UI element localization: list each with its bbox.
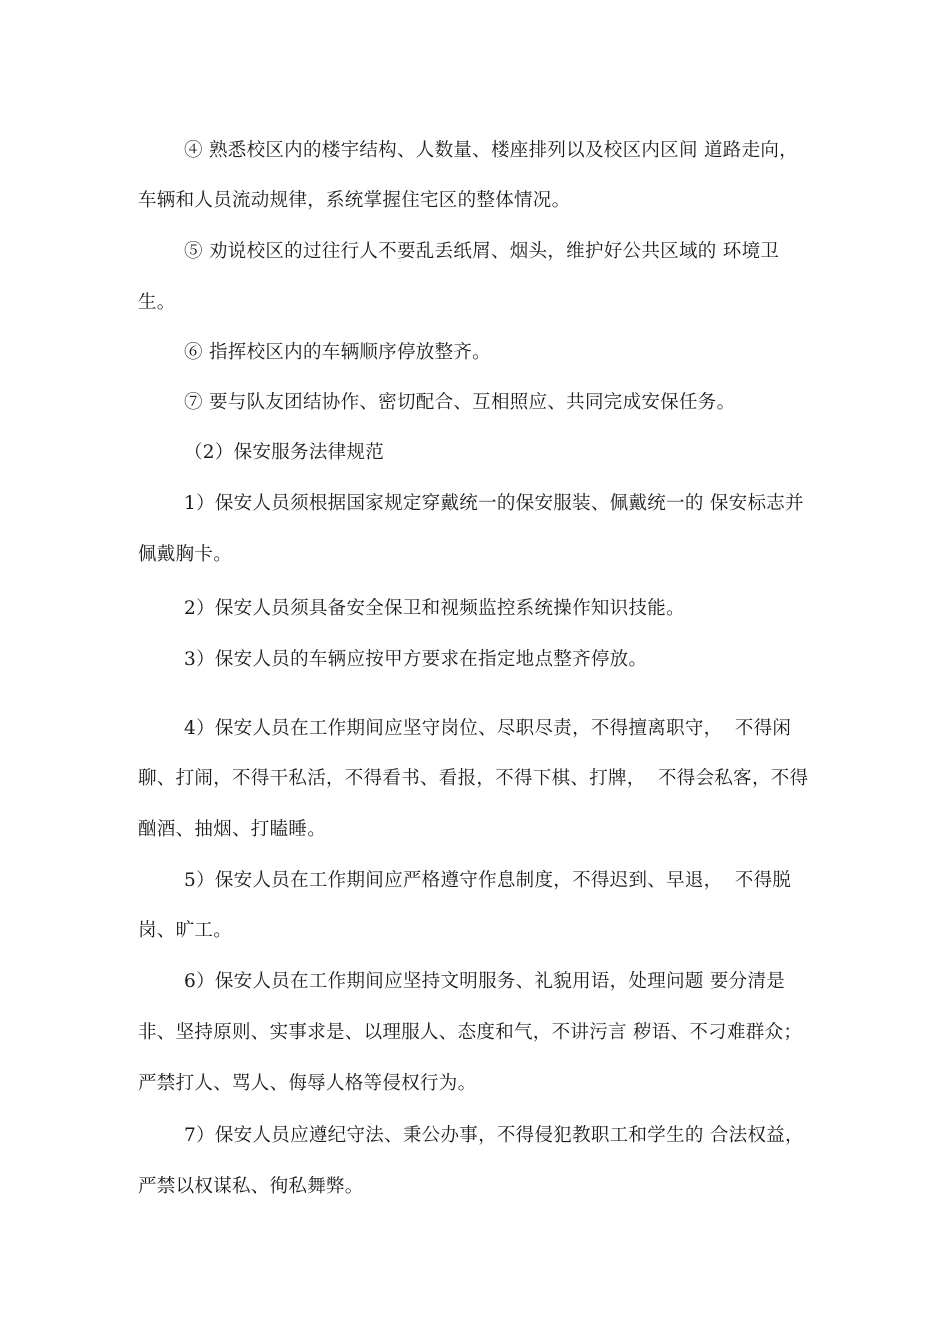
rule-6-line-3: 严禁打人、骂人、侮辱人格等侵权行为。 [138, 1073, 477, 1094]
rule-7-line-1: 7）保安人员应遵纪守法、秉公办事，不得侵犯教职工和学生的 合法权益， [184, 1125, 804, 1146]
rule-7-line-2: 严禁以权谋私、徇私舞弊。 [138, 1176, 364, 1197]
rule-5-line-2: 岗、旷工。 [138, 920, 233, 941]
rule-4-line-2: 聊、打闹，不得干私活，不得看书、看报，不得下棋、打牌， 不得会私客，不得 [138, 768, 809, 789]
paragraph-item-6: ⑥ 指挥校区内的车辆顺序停放整齐。 [184, 342, 491, 363]
paragraph-item-5-line-1: ⑤ 劝说校区的过往行人不要乱丢纸屑、烟头，维护好公共区域的 环境卫 [184, 241, 780, 262]
rule-4-line-3: 酗酒、抽烟、打瞌睡。 [138, 819, 327, 840]
rule-4-line-1: 4）保安人员在工作期间应坚守岗位、尽职尽责，不得擅离职守， 不得闲 [184, 718, 792, 739]
rule-5-line-1: 5）保安人员在工作期间应严格遵守作息制度，不得迟到、早退， 不得脱 [184, 870, 792, 891]
rule-2: 2）保安人员须具备安全保卫和视频监控系统操作知识技能。 [184, 598, 685, 619]
section-heading: （2）保安服务法律规范 [184, 442, 385, 463]
paragraph-item-7: ⑦ 要与队友团结协作、密切配合、互相照应、共同完成安保任务。 [184, 392, 736, 413]
rule-6-line-2: 非、坚持原则、实事求是、以理服人、态度和气，不讲污言 秽语、不刁难群众； [138, 1022, 803, 1043]
rule-3: 3）保安人员的车辆应按甲方要求在指定地点整齐停放。 [184, 649, 648, 670]
paragraph-item-4-line-2: 车辆和人员流动规律，系统掌握住宅区的整体情况。 [138, 190, 571, 211]
rule-1-line-2: 佩戴胸卡。 [138, 544, 233, 565]
paragraph-item-5-line-2: 生。 [138, 292, 176, 313]
rule-6-line-1: 6）保安人员在工作期间应坚持文明服务、礼貌用语，处理问题 要分清是 [184, 971, 786, 992]
rule-1-line-1: 1）保安人员须根据国家规定穿戴统一的保安服装、佩戴统一的 保安标志并 [184, 493, 804, 514]
paragraph-item-4-line-1: ④ 熟悉校区内的楼宇结构、人数量、楼座排列以及校区内区间 道路走向， [184, 140, 798, 161]
